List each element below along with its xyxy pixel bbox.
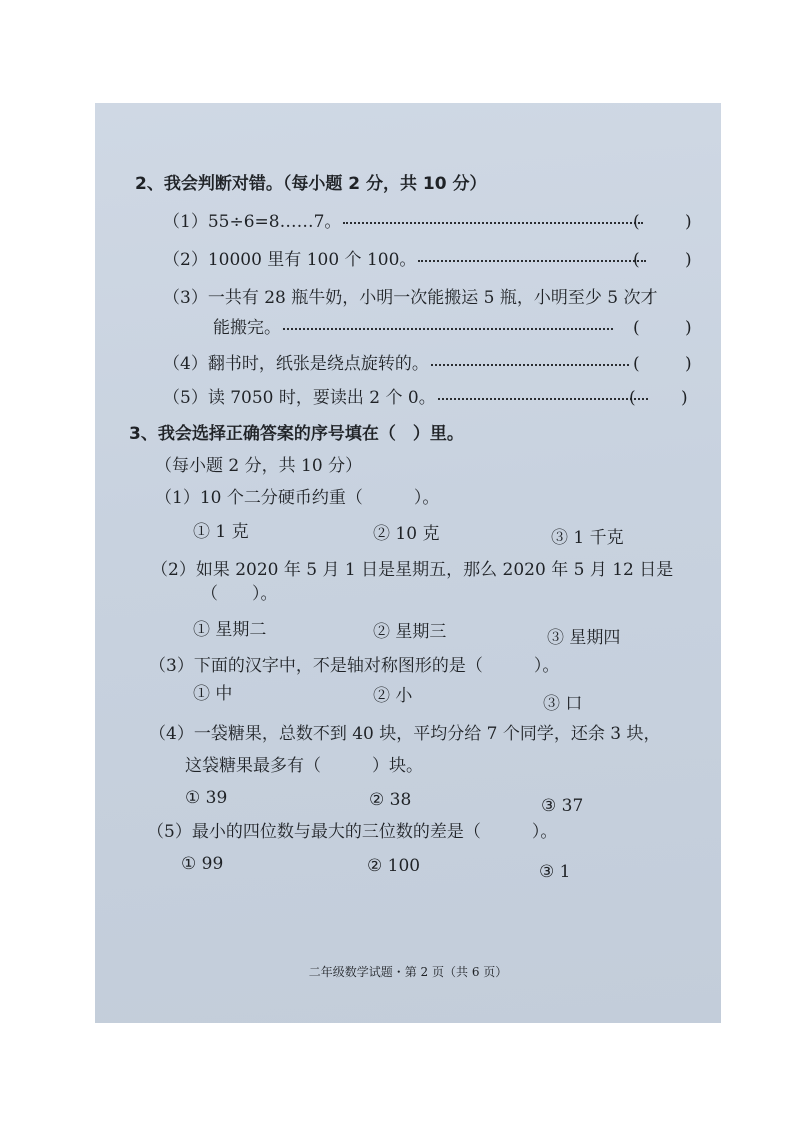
judge-item-text: 能搬完。 — [213, 318, 281, 338]
choice-option: ② 38 — [369, 790, 412, 810]
section-2-heading: 2、我会判断对错。（每小题 2 分，共 10 分） — [135, 174, 487, 194]
judge-paren-close: ) — [685, 318, 692, 338]
judge-paren-close: ) — [685, 354, 692, 374]
choice-option: ③ 1 — [539, 862, 571, 882]
judge-paren-open: ( — [633, 250, 640, 270]
section-3-heading: 3、我会选择正确答案的序号填在（ ）里。 — [129, 424, 464, 444]
choice-option: ② 100 — [367, 856, 421, 876]
judge-item-4 — [163, 353, 633, 375]
choice-option: ③ 37 — [541, 796, 584, 816]
judge-item-1 — [163, 211, 647, 233]
judge-paren-close: ) — [685, 212, 692, 232]
choice-question-4-line2: 这袋糖果最多有（ ）块。 — [185, 756, 423, 776]
choice-option: ③ 星期四 — [547, 628, 621, 648]
choice-option: ① 39 — [185, 788, 228, 808]
choice-option: ② 10 克 — [373, 524, 440, 544]
choice-option: ② 小 — [373, 686, 413, 706]
judge-item-text: （1）55÷6=8……7。 — [163, 212, 342, 232]
section-3-subheading: （每小题 2 分，共 10 分） — [155, 456, 363, 476]
judge-item-3-line1: （3）一共有 28 瓶牛奶，小明一次能搬运 5 瓶，小明至少 5 次才 — [163, 288, 658, 308]
choice-question-4-line1: （4）一袋糖果，总数不到 40 块，平均分给 7 个同学，还余 3 块， — [149, 724, 661, 744]
exam-page — [95, 103, 721, 1023]
choice-option: ③ 1 千克 — [551, 528, 624, 548]
judge-paren-open: ( — [633, 318, 640, 338]
judge-paren-close: ) — [681, 388, 688, 408]
page-footer: 二年级数学试题・第 2 页（共 6 页） — [308, 965, 508, 979]
leader-dots — [431, 364, 629, 366]
judge-item-5 — [163, 387, 652, 409]
choice-option: ① 中 — [193, 684, 233, 704]
choice-question-1: （1）10 个二分硬币约重（ ）。 — [155, 488, 440, 508]
judge-paren-open: ( — [633, 212, 640, 232]
choice-question-5: （5）最小的四位数与最大的三位数的差是（ ）。 — [147, 822, 558, 842]
judge-paren-open: ( — [633, 354, 640, 374]
choice-option: ② 星期三 — [373, 622, 447, 642]
judge-item-3-line2 — [213, 317, 617, 339]
leader-dots — [418, 260, 646, 262]
choice-question-2-line2: （ ）。 — [201, 584, 278, 604]
judge-paren-close: ) — [685, 250, 692, 270]
leader-dots — [343, 222, 643, 224]
judge-item-text: （4）翻书时，纸张是绕点旋转的。 — [163, 354, 429, 374]
choice-question-2-line1: （2）如果 2020 年 5 月 1 日是星期五，那么 2020 年 5 月 12 日是 — [151, 560, 674, 580]
choice-option: ③ 口 — [543, 694, 583, 714]
choice-question-3: （3）下面的汉字中，不是轴对称图形的是（ ）。 — [149, 656, 560, 676]
leader-dots — [283, 328, 613, 330]
choice-option: ① 星期二 — [193, 620, 267, 640]
judge-item-text: （5）读 7050 时，要读出 2 个 0。 — [163, 388, 436, 408]
judge-item-text: （2）10000 里有 100 个 100。 — [163, 250, 417, 270]
choice-option: ① 1 克 — [193, 522, 249, 542]
leader-dots — [438, 398, 648, 400]
choice-option: ① 99 — [181, 854, 224, 874]
judge-item-2 — [163, 249, 650, 271]
judge-paren-open: ( — [629, 388, 636, 408]
